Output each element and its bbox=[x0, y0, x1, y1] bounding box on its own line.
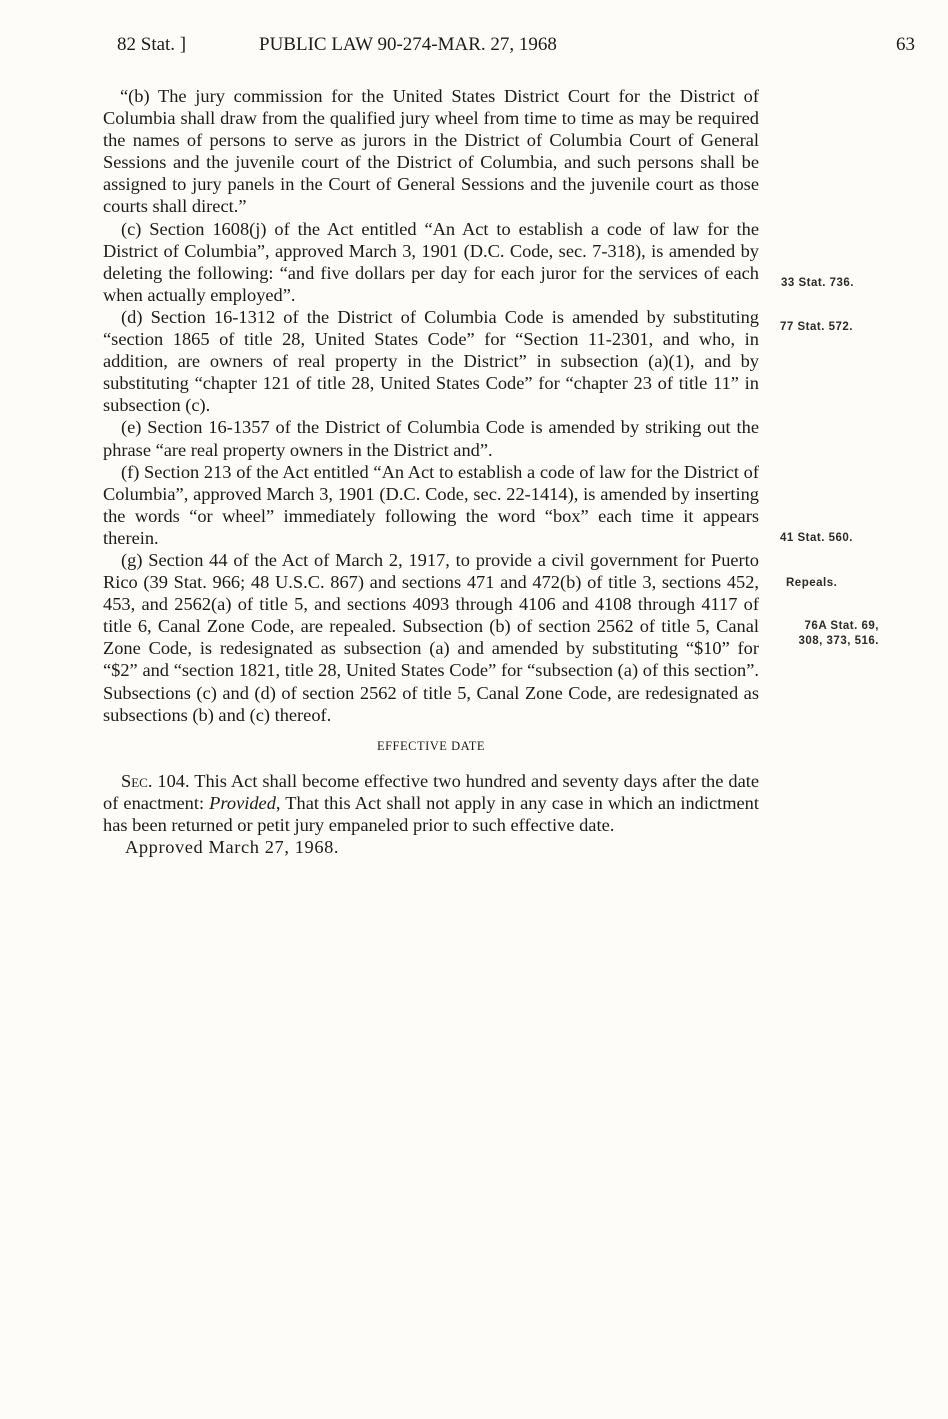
paragraph-c: (c) Section 1608(j) of the Act entitled “An Act to establish a code of law for the District of Columbia”, approved March 3, 1901 (D.C. Code, sec. 7-318), is amended by deleting the following: “and five dollars per day for each juror for the services of each when actually employed”. bbox=[103, 218, 759, 305]
margin-note-41-stat: 41 Stat. 560. bbox=[780, 532, 853, 544]
page-number: 63 bbox=[896, 34, 915, 55]
paragraph-f: (f) Section 213 of the Act entitled “An Act to establish a code of law for the District of Columbia”, approved March 3, 1901 (D.C. Code, sec. 22-1414), is amended by inserting the words “or wheel” immediately following the word “box” each time it appears therein. bbox=[103, 461, 759, 548]
section-104-text-continued: , That this Act shall not apply in any case in which an indictment has been returned or petit jury empaneled prior to such effective date. bbox=[103, 792, 759, 835]
margin-note-77-stat: 77 Stat. 572. bbox=[780, 321, 853, 333]
section-104 bbox=[103, 770, 759, 836]
approval-date: Approved March 27, 1968. bbox=[125, 837, 340, 858]
section-104-label: Sec. 104. bbox=[121, 770, 190, 791]
paragraph-b: “(b) The jury commission for the United States District Court for the District of Columbia shall draw from the qualified jury wheel from time to time as may be required the names of persons to serve as jurors in the District of Columbia Court of General Sessions and the juvenile court of the District of Columbia, and such persons shall be assigned to jury panels in the Court of General Sessions and the juvenile court as those courts shall direct.” bbox=[103, 86, 759, 217]
margin-note-repeals: Repeals. bbox=[786, 577, 838, 589]
statute-body bbox=[103, 85, 759, 858]
running-title: PUBLIC LAW 90-274-MAR. 27, 1968 bbox=[259, 34, 557, 55]
page-header bbox=[117, 34, 915, 62]
margin-note-76a-line-2: 308, 373, 516. bbox=[798, 635, 879, 647]
provided-term: Provided bbox=[209, 792, 276, 813]
statute-volume: 82 Stat. ] bbox=[117, 34, 187, 55]
paragraph-e: (e) Section 16-1357 of the District of Columbia Code is amended by striking out the phrase “are real property owners in the District and”. bbox=[103, 417, 759, 460]
paragraph-d: (d) Section 16-1312 of the District of Columbia Code is amended by substituting “section 1865 of title 28, United States Code” for “Section 11-2301, and who, in addition, are owners of real property in the District” in subsection (a)(1), and by substituting “chapter 121 of title 28, United States Code” for “chapter 23 of title 11” in subsection (c). bbox=[103, 306, 759, 416]
margin-note-33-stat: 33 Stat. 736. bbox=[781, 277, 854, 289]
margin-note-76a-stat bbox=[775, 619, 879, 649]
paragraph-g: (g) Section 44 of the Act of March 2, 1917, to provide a civil government for Puerto Rico (39 Stat. 966; 48 U.S.C. 867) and sections 471 and 472(b) of title 3, sections 452, 453, and 2562(a) of title 5, and sections 4093 through 4106 and 4108 through 4117 of title 6, Canal Zone Code, are repealed. Subsection (b) of section 2562 of title 5, Canal Zone Code, is redesignated as subsection (a) and amended by substituting “$10” for “$2” and “section 1821, title 28, United States Code” for “subsection (a) of this section”. Subsections (c) and (d) of section 2562 of title 5, Canal Zone Code, are redesignated as subsections (b) and (c) thereof. bbox=[103, 549, 759, 725]
section-104-text: This Act shall become effective two hundred and seventy days after the date of enactment: bbox=[103, 770, 760, 813]
margin-note-76a-line-1: 76A Stat. 69, bbox=[804, 620, 879, 632]
effective-date-heading: EFFECTIVE DATE bbox=[376, 738, 486, 753]
